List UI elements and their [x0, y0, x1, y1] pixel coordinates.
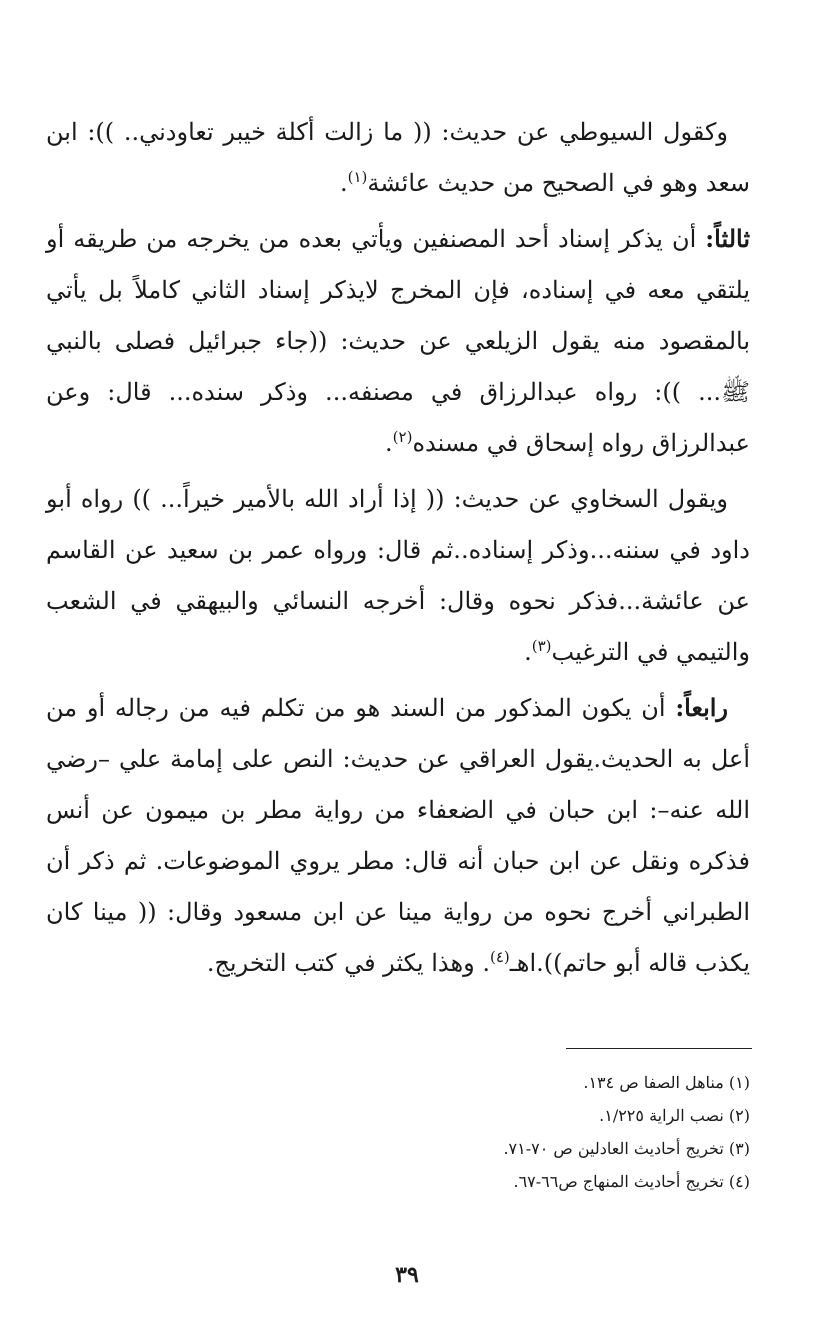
- footnote-reference[interactable]: (٣): [531, 637, 552, 655]
- footnote-reference[interactable]: (٤): [489, 948, 510, 966]
- paragraph-tail: .: [339, 169, 348, 197]
- footnote-reference[interactable]: (١): [347, 168, 368, 186]
- paragraph-sakhawi: [46, 473, 750, 678]
- footnotes-list: [300, 1068, 750, 1200]
- paragraph-heading: رابعاً:: [675, 693, 728, 722]
- paragraph-heading: ثالثاً:: [705, 224, 750, 253]
- footnote-reference[interactable]: (٢): [392, 428, 413, 446]
- paragraph-third: [46, 213, 750, 469]
- main-text-block: [46, 106, 750, 993]
- paragraph-text: وكقول السيوطي عن حديث: (( ما زالت أكلة خيبر تعاودني.. )): ابن سعد وهو في الصحيح من حديث عائشة: [46, 118, 750, 197]
- footnote-item: (٣) تخريج أحاديث العادلين ص ٧٠-٧١.: [503, 1139, 750, 1158]
- page-number: ٣٩: [395, 1262, 419, 1288]
- paragraph-suyuti: [46, 106, 750, 209]
- paragraph-fourth: [46, 682, 750, 989]
- paragraph-tail: .: [524, 638, 532, 666]
- footnote-item: (٤) تخريج أحاديث المنهاج ص٦٦-٦٧.: [513, 1172, 750, 1191]
- paragraph-tail: .: [385, 429, 393, 457]
- paragraph-text: أن يذكر إسناد أحد المصنفين ويأتي بعده من يخرجه من طريقه أو يلتقي معه في إسناده، فإن المخرج لايذكر إسناد الثاني كاملاً بل يأتي بالمقصود منه يقول الزيلعي عن حديث: ((جاء جبرائيل فصلى بالنبي ﷺ... )): رواه عبدالرزاق في مصنفه... وذكر سنده... قال: وعن عبدالرزاق رواه إسحاق في مسنده: [46, 225, 750, 457]
- paragraph-tail: . وهذا يكثر في كتب التخريج.: [206, 949, 490, 977]
- paragraph-text: ويقول السخاوي عن حديث: (( إذا أراد الله بالأمير خيراً... )) رواه أبو داود في سننه...وذكر إسناده..ثم قال: ورواه عمر بن سعيد عن القاسم عن عائشة...فذكر نحوه وقال: أخرجه النسائي والبيهقي في الشعب والتيمي في الترغيب: [46, 485, 750, 666]
- footnote-separator: [566, 1048, 752, 1049]
- paragraph-text: أن يكون المذكور من السند هو من تكلم فيه من رجاله أو من أعل به الحديث.يقول العراقي عن حديث: النص على إمامة علي –رضي الله عنه–: ابن حبان في الضعفاء من رواية مطر بن ميمون عن أنس فذكره ونقل عن ابن حبان أنه قال: مطر يروي الموضوعات. ثم ذكر أن الطبراني أخرج نحوه من رواية مينا عن ابن مسعود وقال: (( مينا كان يكذب قاله أبو حاتم)).اهـ: [46, 694, 750, 977]
- footnote-item: (٢) نصب الراية ١/٢٢٥.: [599, 1106, 750, 1125]
- footnote-item: (١) مناهل الصفا ص ١٣٤.: [583, 1073, 750, 1092]
